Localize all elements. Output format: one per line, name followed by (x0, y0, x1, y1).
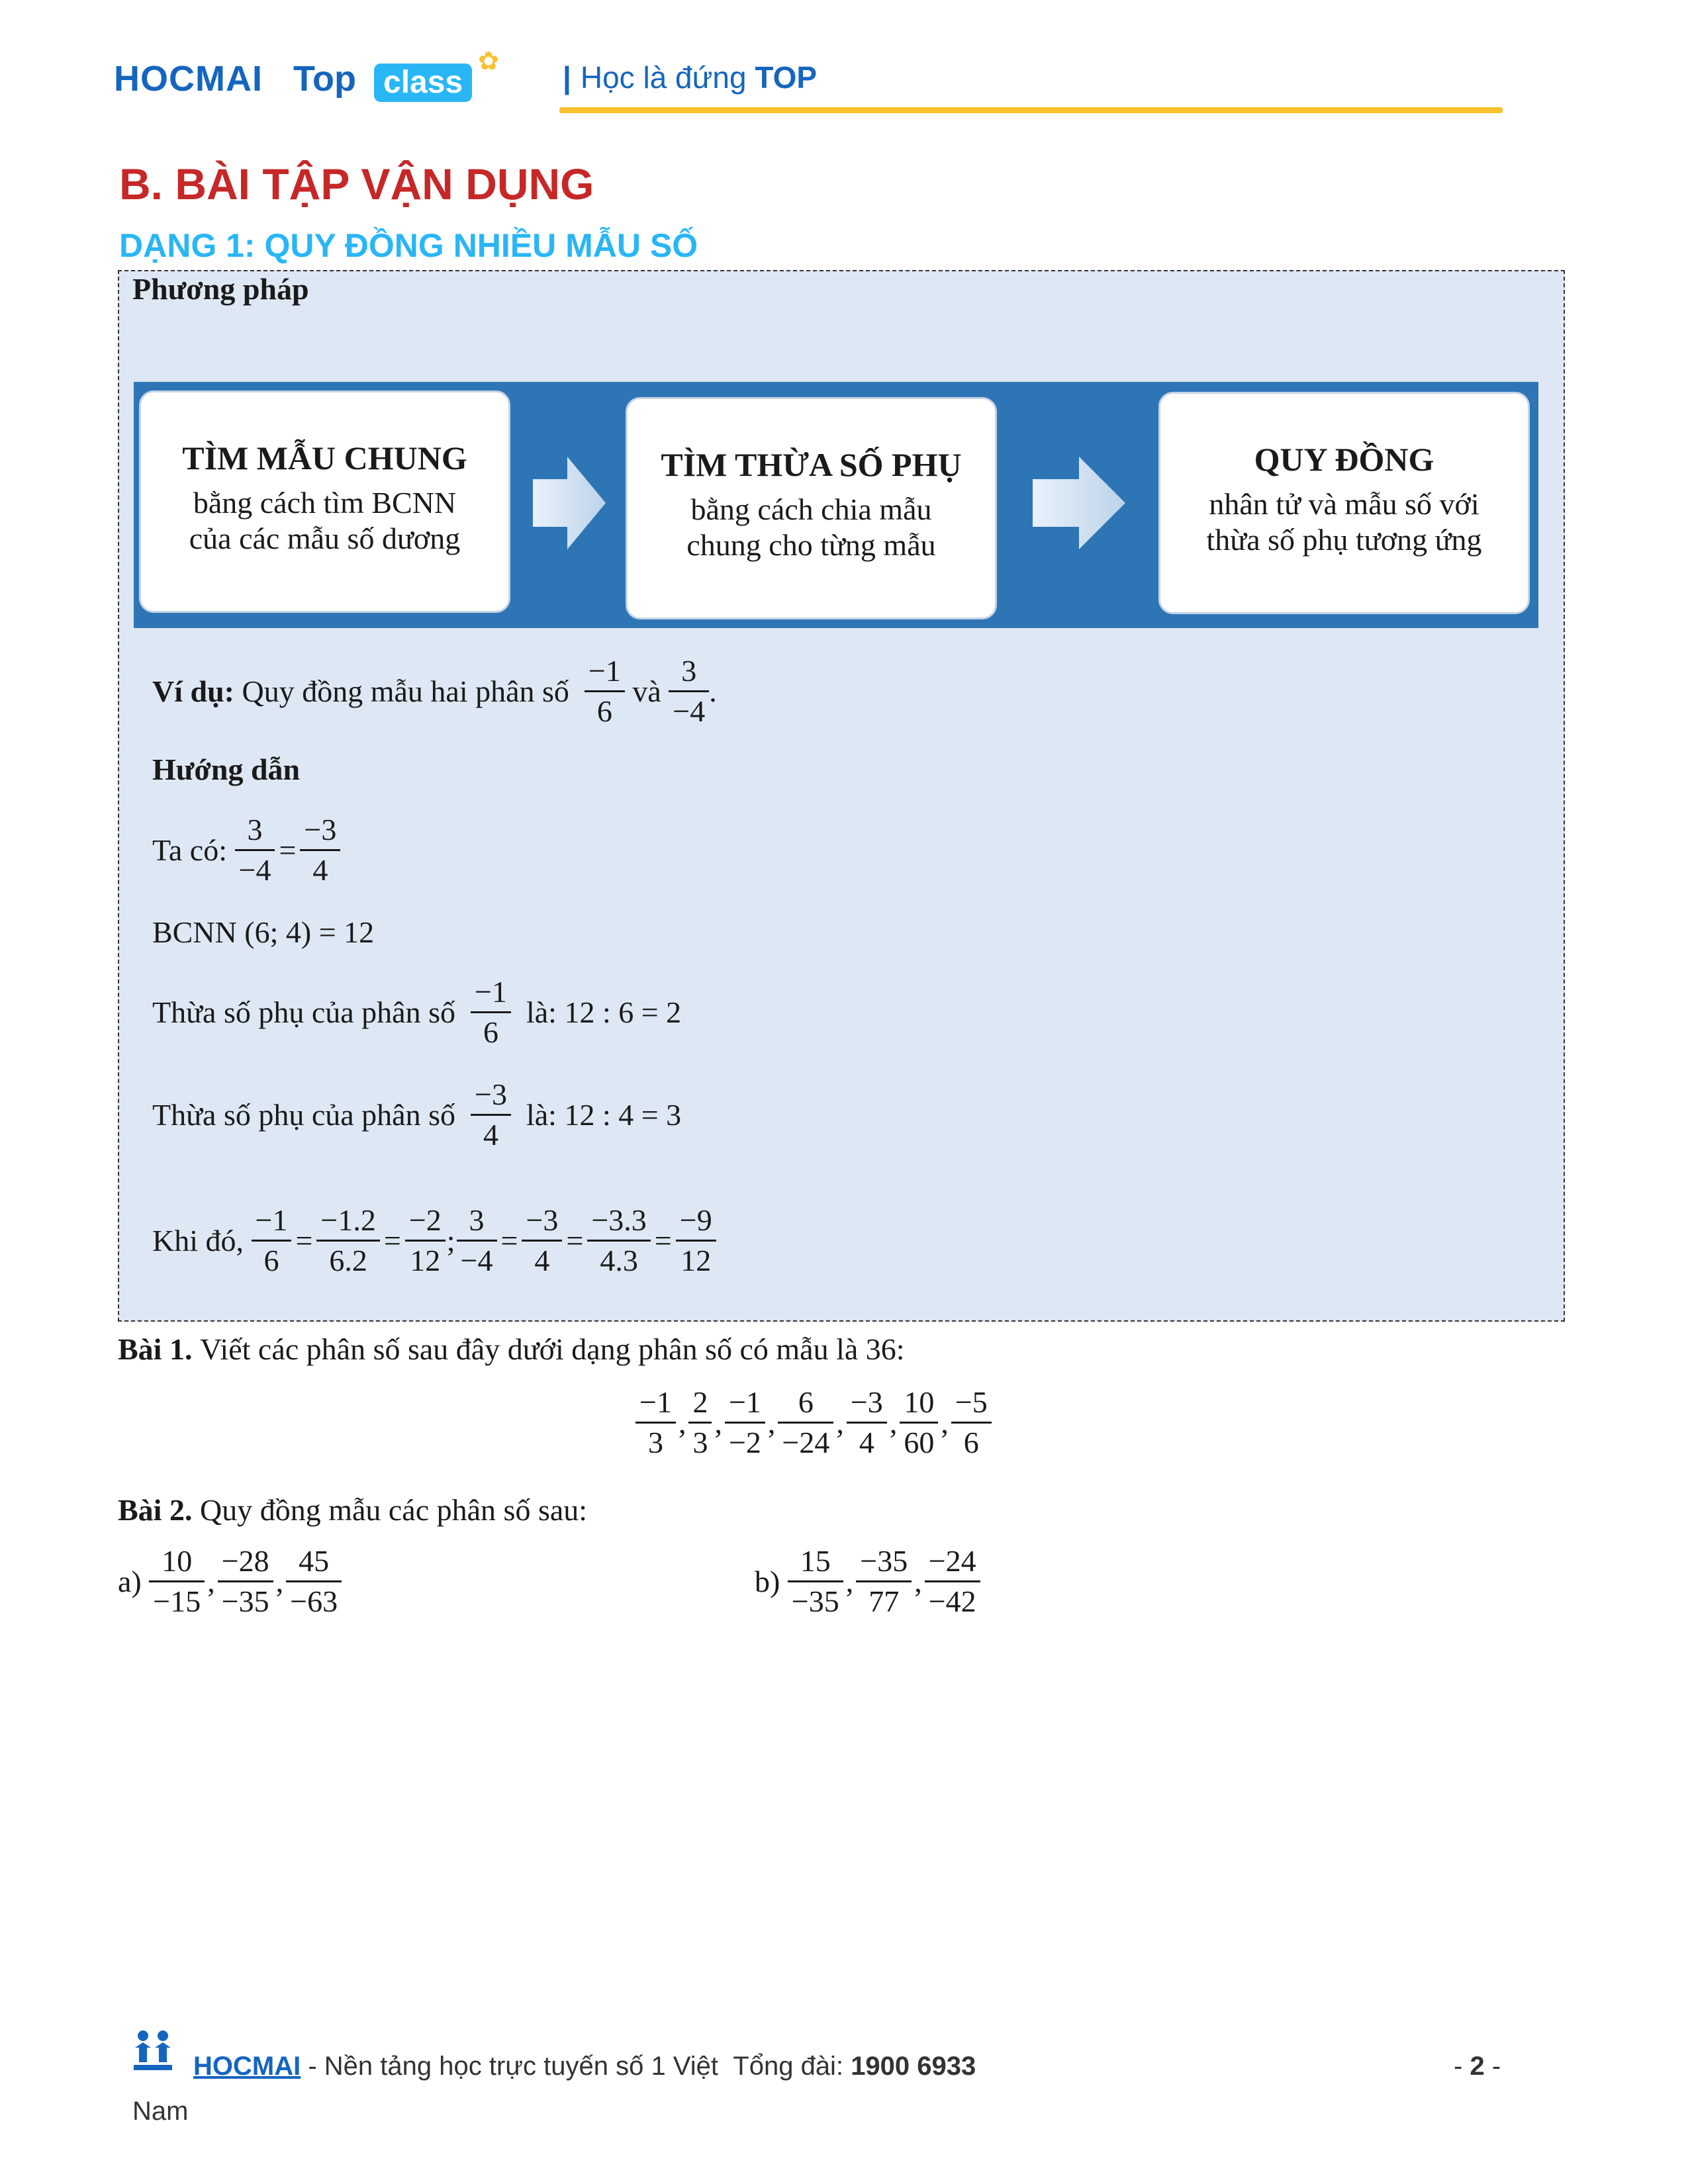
exercise-1-heading (118, 1332, 905, 1367)
denominator: 12 (410, 1244, 441, 1277)
page-dash: - (1454, 2052, 1463, 2081)
comma: , (275, 1565, 284, 1598)
comma: , (207, 1565, 215, 1598)
step-line: chung cho từng mẫu (686, 528, 936, 562)
step-title: QUY ĐỒNG (1254, 441, 1434, 478)
exercise-text: Viết các phân số sau đây dưới dạng phân số có mẫu là 36: (199, 1332, 905, 1366)
step-line: bằng cách chia mẫu (690, 492, 932, 526)
numerator: −28 (221, 1544, 269, 1578)
fraction (788, 1542, 843, 1621)
logo-class-badge: class (374, 64, 472, 102)
numerator: −3 (526, 1203, 559, 1237)
numerator: 45 (299, 1544, 330, 1578)
numerator: −1 (639, 1385, 672, 1419)
numerator: 6 (798, 1385, 814, 1419)
numerator: −1 (728, 1385, 761, 1419)
bcnn-line: BCNN (6; 4) = 12 (152, 915, 375, 949)
tagline-bar: | (563, 60, 571, 95)
step-card-2 (626, 397, 997, 619)
extra-prefix: Thừa số phụ của phân số (152, 995, 456, 1029)
arrow-right-icon (533, 457, 606, 549)
footer-tagline: - Nền tảng học trực tuyến số 1 Việt (301, 2052, 719, 2081)
comma: , (889, 1406, 898, 1439)
denominator: −15 (153, 1584, 201, 1618)
numerator: −3 (304, 813, 337, 846)
numerator: −35 (860, 1544, 908, 1578)
step-card-3 (1158, 392, 1530, 614)
footer-nam: Nam (132, 2097, 189, 2126)
fraction (235, 811, 275, 889)
numerator: −3 (850, 1385, 883, 1419)
fraction (635, 1383, 676, 1462)
footer-text (193, 2052, 976, 2081)
fraction (405, 1201, 445, 1280)
arrow-right-icon (1033, 457, 1125, 549)
step-line: thừa số phụ tương ứng (1206, 523, 1482, 557)
fraction (847, 1383, 887, 1462)
numerator: 3 (247, 813, 263, 846)
fraction (951, 1383, 992, 1462)
tagline-text: Học là đứng (580, 60, 747, 95)
fraction (316, 1201, 379, 1280)
extra-prefix: Thừa số phụ của phân số (152, 1098, 456, 1132)
page-value: 2 (1470, 2052, 1485, 2081)
comma: , (914, 1565, 922, 1598)
numerator: 15 (800, 1544, 831, 1578)
example-text: Quy đồng mẫu hai phân số (242, 674, 569, 708)
step-line: nhân tử và mẫu số với (1209, 487, 1479, 521)
result-row (152, 1201, 716, 1280)
numerator: −9 (679, 1203, 712, 1237)
fraction (587, 1201, 650, 1280)
numerator: 2 (692, 1385, 708, 1419)
denominator: 6 (963, 1426, 979, 1459)
denominator: −4 (673, 694, 706, 728)
denominator: 77 (868, 1584, 900, 1618)
fraction (252, 1201, 292, 1280)
equals-sign: = (383, 1224, 401, 1257)
exercise-2-part-b (755, 1542, 980, 1621)
section-title: B. BÀI TẬP VẬN DỤNG (119, 159, 594, 208)
denominator: −42 (928, 1584, 976, 1618)
hocmai-logo-icon (130, 2028, 176, 2074)
exercise-label: Bài 2. (118, 1493, 193, 1527)
fraction (900, 1383, 938, 1462)
page-dash: - (1491, 2052, 1501, 2081)
denominator: 6 (263, 1244, 279, 1277)
denominator: −4 (238, 853, 271, 887)
denominator: −24 (782, 1426, 830, 1459)
extra-calc: 12 : 4 = 3 (564, 1098, 682, 1132)
page-number (1454, 2052, 1501, 2081)
equals-sign: = (295, 1224, 313, 1257)
example-conj: và (632, 674, 661, 708)
denominator: 4 (859, 1426, 874, 1459)
denominator: 6 (483, 1015, 498, 1049)
exercise-text: Quy đồng mẫu các phân số sau: (199, 1493, 588, 1527)
denominator: −63 (290, 1584, 338, 1618)
exercise-label: Bài 1. (118, 1332, 193, 1366)
equals-sign: = (279, 833, 297, 867)
fraction (457, 1201, 497, 1280)
fraction (585, 652, 625, 731)
fraction (522, 1201, 562, 1280)
comma: , (714, 1406, 722, 1439)
numerator: −1 (255, 1203, 288, 1237)
fraction (300, 811, 340, 889)
comma: , (836, 1406, 844, 1439)
denominator: 3 (647, 1426, 663, 1459)
numerator: 3 (469, 1203, 485, 1237)
exercise-1-fractions (635, 1383, 992, 1462)
denominator: 4 (483, 1118, 498, 1152)
denominator: 60 (904, 1426, 935, 1459)
step-title: TÌM MẪU CHUNG (182, 439, 467, 477)
denominator: 4.3 (600, 1244, 638, 1277)
fraction (471, 973, 511, 1052)
step-card-1 (139, 390, 510, 613)
step-line: của các mẫu số dương (189, 522, 461, 555)
denominator: 3 (692, 1426, 708, 1459)
fraction (778, 1383, 833, 1462)
step-a-prefix: Ta có: (152, 833, 228, 867)
equals-sign: = (500, 1224, 518, 1257)
part-label: a) (118, 1565, 142, 1598)
numerator: −2 (408, 1203, 442, 1237)
exercise-2-heading (118, 1492, 587, 1527)
denominator: 4 (534, 1244, 550, 1277)
star-icon: ✿ (478, 48, 499, 75)
fraction (676, 1201, 716, 1280)
step-title: TÌM THỪA SỐ PHỤ (661, 446, 962, 483)
fraction (856, 1542, 912, 1621)
fraction (669, 652, 709, 731)
header-rule (559, 107, 1503, 113)
denominator: −4 (460, 1244, 493, 1277)
equals-sign: = (654, 1224, 672, 1257)
numerator: −24 (928, 1544, 976, 1578)
numerator: −3 (475, 1077, 507, 1111)
comma: , (845, 1565, 854, 1598)
numerator: 10 (162, 1544, 193, 1578)
numerator: −3.3 (591, 1203, 647, 1237)
equals-sign: = (566, 1224, 584, 1257)
step-line: bằng cách tìm BCNN (193, 486, 457, 520)
numerator: −5 (955, 1385, 988, 1419)
extra-suffix: là: (526, 995, 557, 1029)
footer-hotline: 1900 6933 (851, 2052, 976, 2081)
denominator: −35 (221, 1584, 269, 1618)
denominator: 12 (680, 1244, 712, 1277)
result-prefix: Khi đó, (152, 1224, 244, 1257)
denominator: 6.2 (329, 1244, 367, 1277)
numerator: −1.2 (320, 1203, 376, 1237)
logo-hocmai: HOCMAI (114, 59, 263, 99)
numerator: −1 (475, 975, 507, 1009)
fraction (688, 1383, 712, 1462)
denominator: 4 (312, 853, 328, 887)
footer-hotline-label: Tổng đài: (733, 2052, 844, 2081)
fraction (471, 1075, 511, 1154)
fraction (925, 1542, 980, 1621)
fraction (725, 1383, 765, 1462)
part-label: b) (755, 1565, 780, 1598)
example-label: Ví dụ: (152, 674, 234, 708)
extra-factor-2 (152, 1075, 681, 1154)
comma: , (678, 1406, 686, 1439)
separator: ; (446, 1224, 455, 1257)
numerator: 3 (681, 654, 697, 688)
numerator: 10 (904, 1385, 935, 1419)
method-label: Phương pháp (132, 272, 309, 306)
denominator: −2 (728, 1426, 761, 1459)
tagline-strong: TOP (755, 60, 818, 95)
extra-suffix: là: (526, 1098, 557, 1132)
fraction (286, 1542, 342, 1621)
exercise-2-part-a (118, 1542, 342, 1621)
example-row (152, 652, 717, 731)
numerator: −1 (588, 654, 621, 688)
denominator: 6 (596, 694, 612, 728)
guide-label: Hướng dẫn (152, 752, 301, 786)
comma: , (941, 1406, 949, 1439)
denominator: −35 (791, 1584, 839, 1618)
extra-factor-1 (152, 973, 681, 1052)
tagline (563, 60, 817, 95)
fraction (149, 1542, 205, 1621)
step-a-row (152, 811, 340, 889)
footer-brand-link[interactable]: HOCMAI (193, 2052, 301, 2081)
extra-calc: 12 : 6 = 2 (564, 995, 682, 1029)
logo-top: Top (293, 59, 356, 99)
comma: , (767, 1406, 776, 1439)
example-end: . (709, 674, 717, 708)
fraction (218, 1542, 273, 1621)
subtitle: DẠNG 1: QUY ĐỒNG NHIỀU MẪU SỐ (119, 227, 698, 264)
